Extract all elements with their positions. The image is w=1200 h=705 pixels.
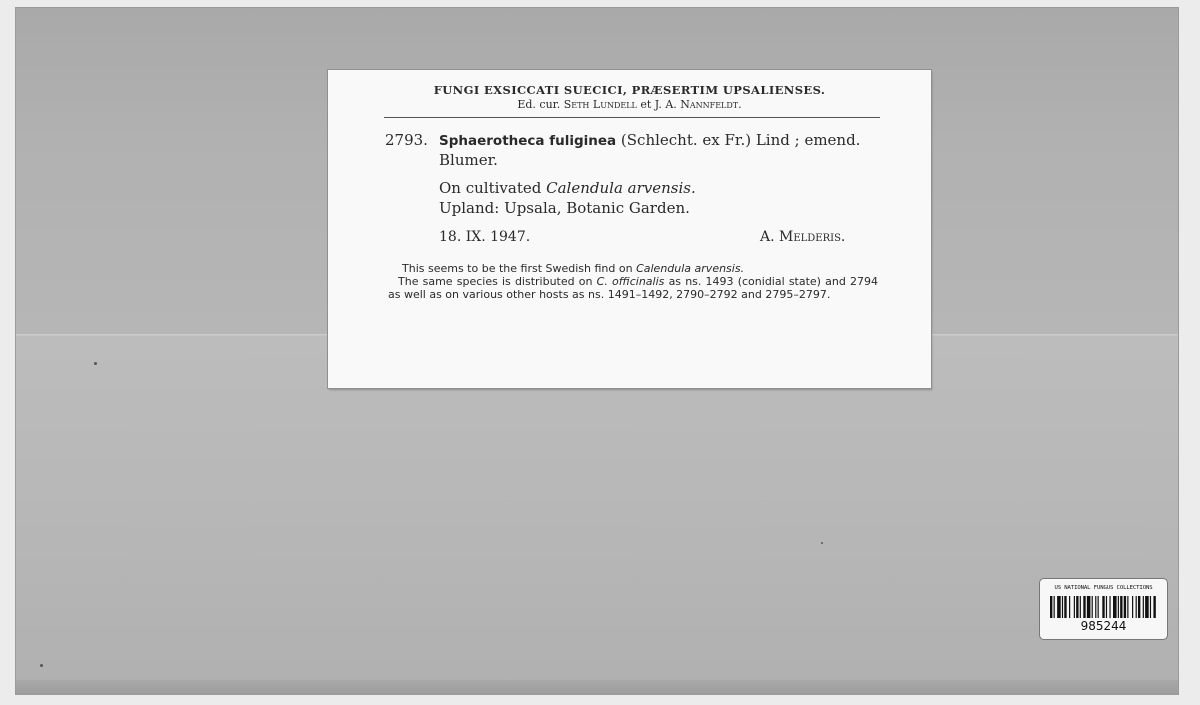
barcode-bar <box>1106 596 1107 618</box>
species-block <box>439 131 899 170</box>
catalog-number: 985244 <box>1080 619 1127 633</box>
packet-lower-panel <box>16 336 1178 694</box>
barcode-bar <box>1083 596 1085 618</box>
label-note <box>388 262 878 301</box>
collector: A. Melderis. <box>760 229 846 245</box>
note2-rest: as ns. 1493 (conidial state) and 2794 as well as on various other hosts as ns. 1491–1492, 2790–2792 and 2795–2797. <box>388 275 878 301</box>
barcode-bar <box>1145 596 1149 618</box>
barcode-bar <box>1109 596 1110 618</box>
barcode-bar <box>1132 596 1133 618</box>
note1-text: This seems to be the first Swedish find on <box>402 262 633 275</box>
paper-speck <box>40 664 43 667</box>
paper-speck <box>821 542 823 544</box>
barcode-bar <box>1062 596 1063 618</box>
barcode-bar <box>1124 596 1126 618</box>
header-rule <box>384 117 880 118</box>
barcode-bar <box>1118 596 1119 618</box>
barcode-sticker <box>1040 579 1167 639</box>
packet-bottom-edge <box>16 680 1178 694</box>
exsiccata-number: 2793. <box>385 131 428 149</box>
barcode-bar <box>1050 596 1052 618</box>
species-name: Sphaerotheca fuliginea <box>439 133 617 149</box>
note-distribution <box>388 275 878 301</box>
barcode-bar <box>1076 596 1078 618</box>
barcode-bar <box>1074 596 1075 618</box>
host-line <box>439 179 696 197</box>
paper-speck <box>94 362 97 365</box>
barcode-bar <box>1102 596 1104 618</box>
editors-conjunction: et <box>640 98 652 111</box>
label-editors-line <box>328 98 931 111</box>
species-authority-cont: Blumer. <box>439 151 498 169</box>
host-prefix: On cultivated <box>439 179 542 197</box>
barcode-bar <box>1069 596 1070 618</box>
barcode-bar <box>1087 596 1091 618</box>
sticker-institution: US NATIONAL FUNGUS COLLECTIONS <box>1054 585 1153 591</box>
label-header-title: FUNGI EXSICCATI SUECICI, PRÆSERTIM UPSALIENSES. <box>433 83 826 97</box>
barcode-bar <box>1064 596 1066 618</box>
note2-host: C. officinalis <box>596 275 665 288</box>
editors-prefix: Ed. cur. <box>517 98 561 111</box>
barcode-bar <box>1054 596 1055 618</box>
barcode-bar <box>1136 596 1137 618</box>
barcode-graphic <box>1050 596 1157 618</box>
editor-nannfeldt: J. A. Nannfeldt. <box>654 98 742 111</box>
barcode-bar <box>1098 596 1099 618</box>
barcode-bar <box>1092 596 1093 618</box>
barcode-bar <box>1150 596 1151 618</box>
barcode-bar <box>1080 596 1081 618</box>
species-authority: (Schlecht. ex Fr.) Lind ; emend. <box>620 131 861 149</box>
barcode-bar <box>1095 596 1096 618</box>
barcode-bar <box>1120 596 1122 618</box>
barcode-bar <box>1143 596 1144 618</box>
host-name: Calendula arvensis. <box>546 179 696 197</box>
editor-lundell: Seth Lundell <box>563 98 637 111</box>
barcode-bar <box>1127 596 1128 618</box>
note-first-find <box>388 262 878 275</box>
barcode-bar <box>1153 596 1155 618</box>
printed-label <box>328 70 931 388</box>
note2-text: The same species is distributed on <box>398 275 593 288</box>
barcode-bar <box>1057 596 1061 618</box>
barcode-bar <box>1138 596 1140 618</box>
barcode-bar <box>1113 596 1117 618</box>
collection-date: 18. IX. 1947. <box>439 229 531 245</box>
note1-host: Calendula arvensis. <box>636 262 745 275</box>
locality: Upland: Upsala, Botanic Garden. <box>439 199 690 217</box>
